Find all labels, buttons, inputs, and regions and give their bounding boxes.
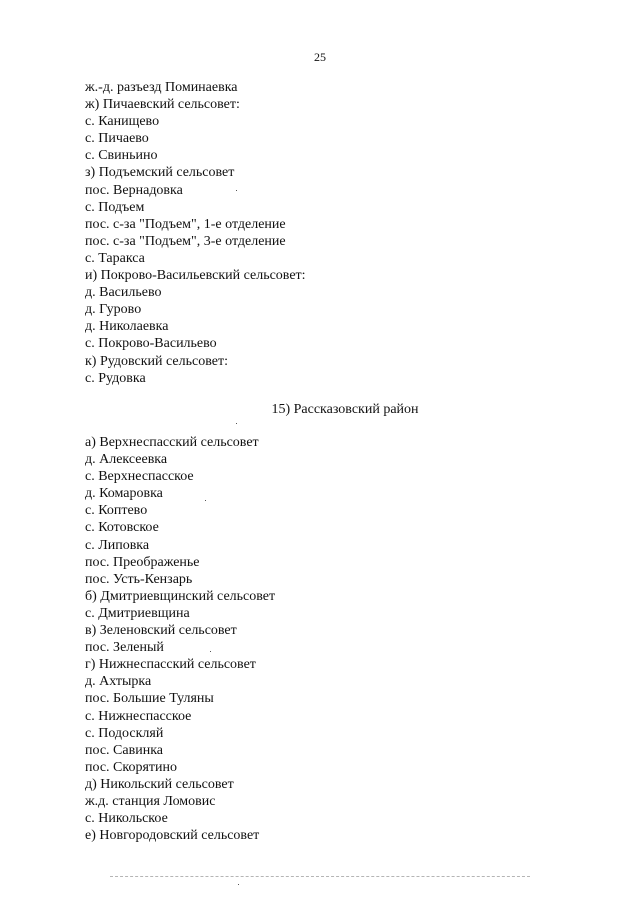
list-line: пос. Савинка xyxy=(85,742,164,758)
page-number: 25 xyxy=(314,50,326,64)
list-line: с. Котовское xyxy=(85,520,159,536)
list-line: пос. Преображенье xyxy=(85,554,200,570)
list-line: с. Верхнеспасское xyxy=(85,469,194,485)
list-line: в) Зеленовский сельсовет xyxy=(85,623,237,639)
list-line: пос. Большие Туляны xyxy=(85,691,214,707)
list-line: с. Покрово-Васильево xyxy=(85,336,217,352)
scan-speck xyxy=(205,500,206,501)
scan-speck xyxy=(210,651,211,652)
scan-speck xyxy=(236,423,237,424)
list-line: з) Подъемский сельсовет xyxy=(85,165,235,181)
list-line: с. Подоскляй xyxy=(85,725,164,741)
list-line: пос. Усть-Кензарь xyxy=(85,571,193,587)
list-line: к) Рудовский сельсовет: xyxy=(85,353,228,369)
list-line: с. Дмитриевщина xyxy=(85,605,190,621)
list-line: с. Канищево xyxy=(85,114,160,130)
list-line: ж.-д. разъезд Поминаевка xyxy=(85,80,238,95)
list-line: с. Пичаево xyxy=(85,131,149,147)
list-line: пос. с-за "Подъем", 1-е отделение xyxy=(85,216,286,232)
list-line: а) Верхнеспасский сельсовет xyxy=(85,435,259,450)
list-line: с. Коптево xyxy=(85,503,148,519)
list-line: пос. с-за "Подъем", 3-е отделение xyxy=(85,233,286,249)
list-line: с. Таракса xyxy=(85,250,145,266)
settlement-list-lower xyxy=(85,434,275,844)
list-line: г) Нижнеспасский сельсовет xyxy=(85,657,256,673)
list-line: и) Покрово-Васильевский сельсовет: xyxy=(85,268,306,284)
list-line: д. Гурово xyxy=(85,302,142,318)
scan-footer-rule xyxy=(110,876,530,877)
scan-speck xyxy=(238,884,239,885)
list-line: с. Свиньино xyxy=(85,148,158,164)
list-line: е) Новгородовский сельсовет xyxy=(85,828,260,844)
list-line: д. Ахтырка xyxy=(85,674,152,690)
list-line: пос. Зеленый xyxy=(85,640,164,656)
scan-speck xyxy=(236,190,237,191)
list-line: с. Липовка xyxy=(85,537,150,553)
district-heading: 15) Рассказовский район xyxy=(271,402,419,417)
list-line: ж.д. станция Ломовис xyxy=(85,793,216,809)
list-line: ж) Пичаевский сельсовет: xyxy=(85,97,240,113)
list-line: с. Никольское xyxy=(85,811,168,827)
list-line: с. Подъем xyxy=(85,199,145,215)
list-line: б) Дмитриевщинский сельсовет xyxy=(85,588,276,604)
list-line: пос. Вернадовка xyxy=(85,182,183,198)
list-line: д. Васильево xyxy=(85,285,162,301)
list-line: д. Николаевка xyxy=(85,319,169,335)
list-line: с. Рудовка xyxy=(85,370,146,386)
list-line: д. Комаровка xyxy=(85,486,163,502)
list-line: пос. Скорятино xyxy=(85,759,178,775)
list-line: д. Алексеевка xyxy=(85,452,168,468)
settlement-list-upper xyxy=(85,79,306,387)
list-line: д) Никольский сельсовет xyxy=(85,776,234,792)
list-line: с. Нижнеспасское xyxy=(85,708,192,724)
